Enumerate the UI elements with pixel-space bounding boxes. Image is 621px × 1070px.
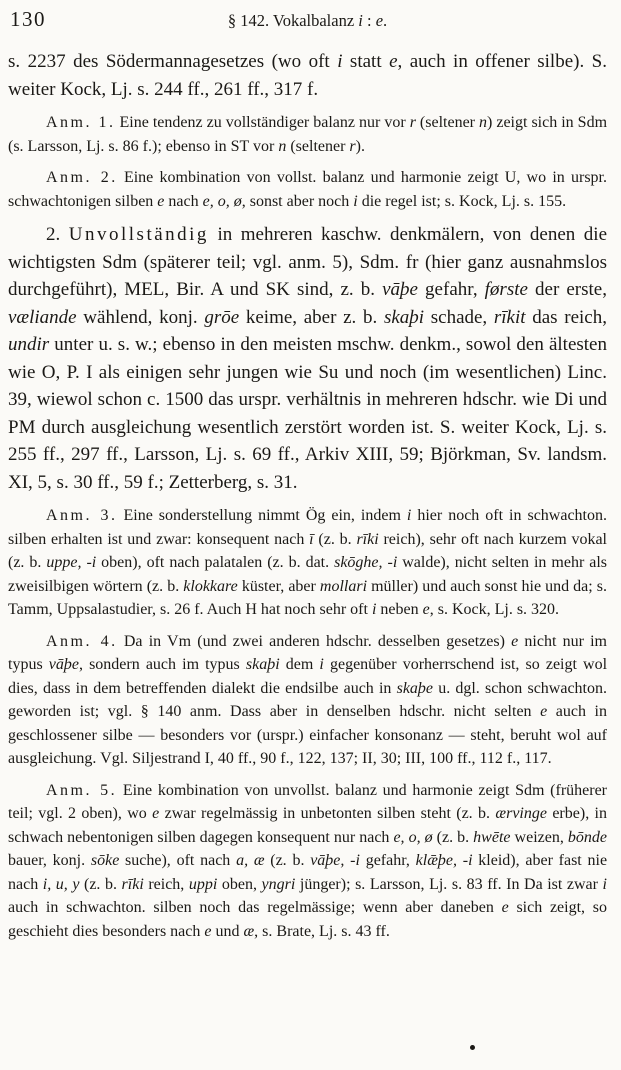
text-run: Da in Vm (und zwei anderen hdschr. desselben gesetzes) bbox=[117, 632, 512, 650]
italic-term: i bbox=[337, 51, 343, 72]
text-run: und bbox=[211, 922, 244, 940]
text-run: Anm. 3. bbox=[46, 507, 118, 524]
italic-term: uppi bbox=[188, 875, 218, 893]
text-run: ) zeigt sich in Sdm (s. Larsson, Lj. s. 86 f.); ebenso in ST vor bbox=[8, 114, 608, 155]
italic-term: rīki bbox=[356, 530, 379, 548]
italic-term: n bbox=[278, 137, 287, 155]
italic-term: e bbox=[152, 805, 160, 822]
italic-term: æ bbox=[243, 922, 255, 940]
text-run: küster, aber bbox=[237, 577, 320, 595]
text-run: schade, bbox=[424, 306, 494, 328]
ink-speck bbox=[470, 1045, 475, 1050]
text-run: die regel ist; s. Kock, Lj. s. 155. bbox=[357, 192, 567, 210]
italic-term: r bbox=[409, 114, 416, 131]
italic-term: skōghe, -i bbox=[334, 554, 398, 571]
italic-term: første bbox=[484, 279, 528, 300]
italic-term: klǣþe, -i bbox=[415, 852, 473, 869]
italic-term: r bbox=[349, 137, 356, 155]
text-run: (z. b. bbox=[313, 530, 357, 548]
text-run: Anm. 1. bbox=[46, 114, 116, 131]
text-run: der erste, bbox=[527, 279, 607, 300]
text-run: Eine kombination von vollst. balanz und harmonie zeigt U, wo in urspr. schwachtonigen silben bbox=[8, 169, 608, 210]
text-run: dem bbox=[279, 656, 320, 673]
text-run: sich zeigt, so geschieht dies besonders nach bbox=[8, 899, 608, 940]
text-run: keime, aber z. b. bbox=[239, 306, 384, 328]
italic-term: bōnde bbox=[567, 828, 607, 846]
page-number: 130 bbox=[10, 7, 46, 31]
italic-term: skaþi bbox=[383, 306, 425, 328]
italic-term: hwēte bbox=[473, 828, 511, 846]
text-run: 2. bbox=[46, 224, 69, 245]
text-run: unter u. s. w.; ebenso in den meisten mschw. denkm., sowol den ältesten wie O, P. I als einigen sehr jungen wie Su und noch (im wesentlichen) Linc. 39, wiewol schon c. 1500 das urspr. verhältnis in mehreren hdschr. wie Di und PM durch ausgleichung wesentlich zerstört worden ist. S. weiter Kock, Lj. s. 255 ff., 297 ff., Larsson, Lj. s. 69 ff., Arkiv XIII, 59; Björkman, Sv. landsm. XI, 5, s. 30 ff., 59 f.; Zetterberg, s. 31. bbox=[8, 334, 607, 493]
text-run: § 142. Vokalbalanz bbox=[227, 11, 359, 30]
anm-2 bbox=[8, 166, 607, 213]
italic-term: i, u, y bbox=[42, 875, 80, 893]
text-run: u. dgl. schon schwachton. geworden ist; vgl. § 140 anm. Dass aber in denselben hdschr. nicht selten bbox=[8, 679, 608, 720]
text-run: ). bbox=[355, 137, 365, 155]
text-run: weizen, bbox=[510, 828, 568, 846]
paragraph-continuation bbox=[8, 48, 607, 103]
italic-term: e bbox=[501, 899, 509, 916]
italic-term: ī bbox=[309, 530, 314, 548]
italic-term: mollari bbox=[319, 577, 368, 595]
text-run: wählend, konj. bbox=[76, 306, 205, 328]
text-run: in mehreren kaschw. denkmälern, von denen die wichtigsten Sdm (späterer teil; vgl. anm. 5), Sdm. fr (hier ganz ausnahmslos durchgeführt), MEL, Bir. A und SK sind, z. b. bbox=[8, 224, 607, 300]
italic-term: rīki bbox=[121, 875, 144, 893]
text-run: Anm. 4. bbox=[46, 632, 118, 650]
text-run: suche), oft nach bbox=[119, 852, 237, 869]
italic-term: vāþe, -i bbox=[310, 852, 360, 869]
anm-1 bbox=[8, 111, 607, 158]
text-run: oben), oft nach palatalen (z. b. dat. bbox=[96, 554, 335, 571]
text-run: gefahr, bbox=[359, 852, 416, 869]
text-run: reich, bbox=[143, 875, 189, 893]
text-run: auch in schwachton. silben noch das regelmässige; wenn aber daneben bbox=[8, 899, 502, 916]
text-run: , sondern auch im typus bbox=[78, 656, 246, 673]
text-blocks bbox=[8, 48, 607, 943]
anm-3 bbox=[8, 504, 607, 622]
text-run: , s. Brate, Lj. s. 43 ff. bbox=[254, 922, 390, 940]
italic-term: grōe bbox=[204, 306, 240, 328]
text-run: oben, bbox=[217, 875, 262, 893]
anm-5 bbox=[8, 779, 607, 944]
text-run: (z. b. bbox=[264, 852, 311, 869]
italic-term: e bbox=[422, 601, 430, 618]
italic-term: e, o, ø bbox=[202, 192, 242, 210]
italic-term: undir bbox=[8, 334, 50, 355]
running-title bbox=[8, 11, 607, 31]
text-run: , sonst aber noch bbox=[241, 192, 354, 210]
text-run: müller) und auch sonst hie und da; s. Tamm, Uppsalastudier, s. 26 f. Auch H hat noch sehr oft bbox=[8, 577, 607, 618]
anm-4 bbox=[8, 630, 607, 771]
italic-term: i bbox=[358, 11, 363, 30]
text-run: , auch in offener silbe). S. weiter Kock, Lj. s. 244 ff., 261 ff., 317 f. bbox=[8, 51, 607, 100]
italic-term: e bbox=[511, 632, 519, 650]
text-run: Eine sonderstellung nimmt Ög ein, indem bbox=[117, 507, 407, 524]
italic-term: a, æ bbox=[236, 852, 265, 869]
text-run: . bbox=[383, 11, 388, 30]
italic-term: vāþe bbox=[48, 656, 79, 673]
text-run: reich), sehr oft nach kurzem vokal (z. b. bbox=[8, 530, 607, 571]
italic-term: væliande bbox=[8, 306, 77, 328]
italic-term: i bbox=[319, 656, 324, 673]
text-run: walde), nicht selten in mehr als zweisilbigen wörtern (z. b. bbox=[8, 554, 608, 595]
italic-term: i bbox=[602, 875, 607, 893]
italic-term: sōke bbox=[90, 852, 120, 869]
text-run: Unvollständig bbox=[68, 224, 209, 245]
italic-term: e bbox=[157, 192, 165, 210]
paragraph-2 bbox=[8, 221, 607, 496]
text-run: neben bbox=[376, 601, 423, 618]
italic-term: i bbox=[353, 192, 358, 210]
italic-term: e bbox=[204, 922, 212, 940]
text-run: s. 2237 des Södermannagesetzes (wo oft bbox=[8, 51, 338, 72]
text-run: nicht nur im typus bbox=[8, 632, 607, 673]
italic-term: yngri bbox=[261, 875, 296, 893]
text-run: (seltener bbox=[286, 137, 350, 155]
text-run: (z. b. bbox=[432, 828, 474, 846]
italic-term: i bbox=[406, 507, 412, 524]
text-run: gefahr, bbox=[417, 279, 485, 300]
italic-term: vāþe bbox=[382, 279, 418, 300]
italic-term: rīkit bbox=[493, 306, 526, 328]
italic-term: skaþi bbox=[245, 656, 280, 673]
text-run: Anm. 2. bbox=[46, 169, 118, 186]
text-run: bauer, konj. bbox=[8, 852, 91, 869]
text-run: gegenüber vorherrschend ist, so zeigt wol dies, dass in dem betreffenden dialekt die endsilbe auch in bbox=[8, 656, 608, 697]
text-run: statt bbox=[342, 51, 390, 72]
italic-term: ærvinge bbox=[495, 805, 547, 822]
text-run: Anm. 5. bbox=[46, 781, 118, 799]
text-run: , s. Kock, Lj. s. 320. bbox=[429, 601, 560, 618]
italic-term: n bbox=[479, 114, 488, 131]
italic-term: e bbox=[375, 11, 384, 30]
text-run: Eine tendenz zu vollständiger balanz nur vor bbox=[115, 114, 410, 131]
text-run: hier noch oft in schwachton. silben erhalten ist und zwar: konsequent nach bbox=[8, 507, 607, 548]
italic-term: skaþe bbox=[396, 679, 434, 697]
italic-term: e, o, ø bbox=[393, 828, 433, 846]
text-run: kleid), aber fast nie nach bbox=[8, 852, 608, 893]
text-run: jünger); s. Larsson, Lj. s. 83 ff. In Da ist zwar bbox=[295, 875, 603, 893]
page-header bbox=[8, 7, 607, 37]
italic-term: e bbox=[540, 703, 548, 720]
text-run: zwar regelmässig in unbetonten silben steht (z. b. bbox=[159, 805, 496, 822]
text-run: : bbox=[362, 11, 376, 30]
text-run: nach bbox=[164, 192, 203, 210]
text-run: (seltener bbox=[415, 114, 480, 131]
italic-term: uppe, -i bbox=[46, 554, 97, 571]
text-run: (z. b. bbox=[79, 875, 122, 893]
text-run: Eine kombination von unvollst. balanz und harmonie zeigt Sdm (früherer teil; vgl. 2 oben), wo bbox=[8, 781, 608, 822]
italic-term: i bbox=[371, 601, 377, 618]
italic-term: e bbox=[389, 51, 398, 72]
text-run: erbe), in schwach nebentonigen silben dagegen konsequent nur nach bbox=[8, 805, 607, 846]
italic-term: klokkare bbox=[183, 577, 238, 595]
text-run: das reich, bbox=[525, 306, 607, 328]
text-run: auch in geschlossener silbe — besonders vor (urspr.) einfacher konsonanz — steht, beruht wol auf ausgleichung. Vgl. Siljestrand I, 40 ff., 90 f., 122, 137; II, 30; III, 100 ff., 112 f., 117. bbox=[8, 703, 607, 767]
